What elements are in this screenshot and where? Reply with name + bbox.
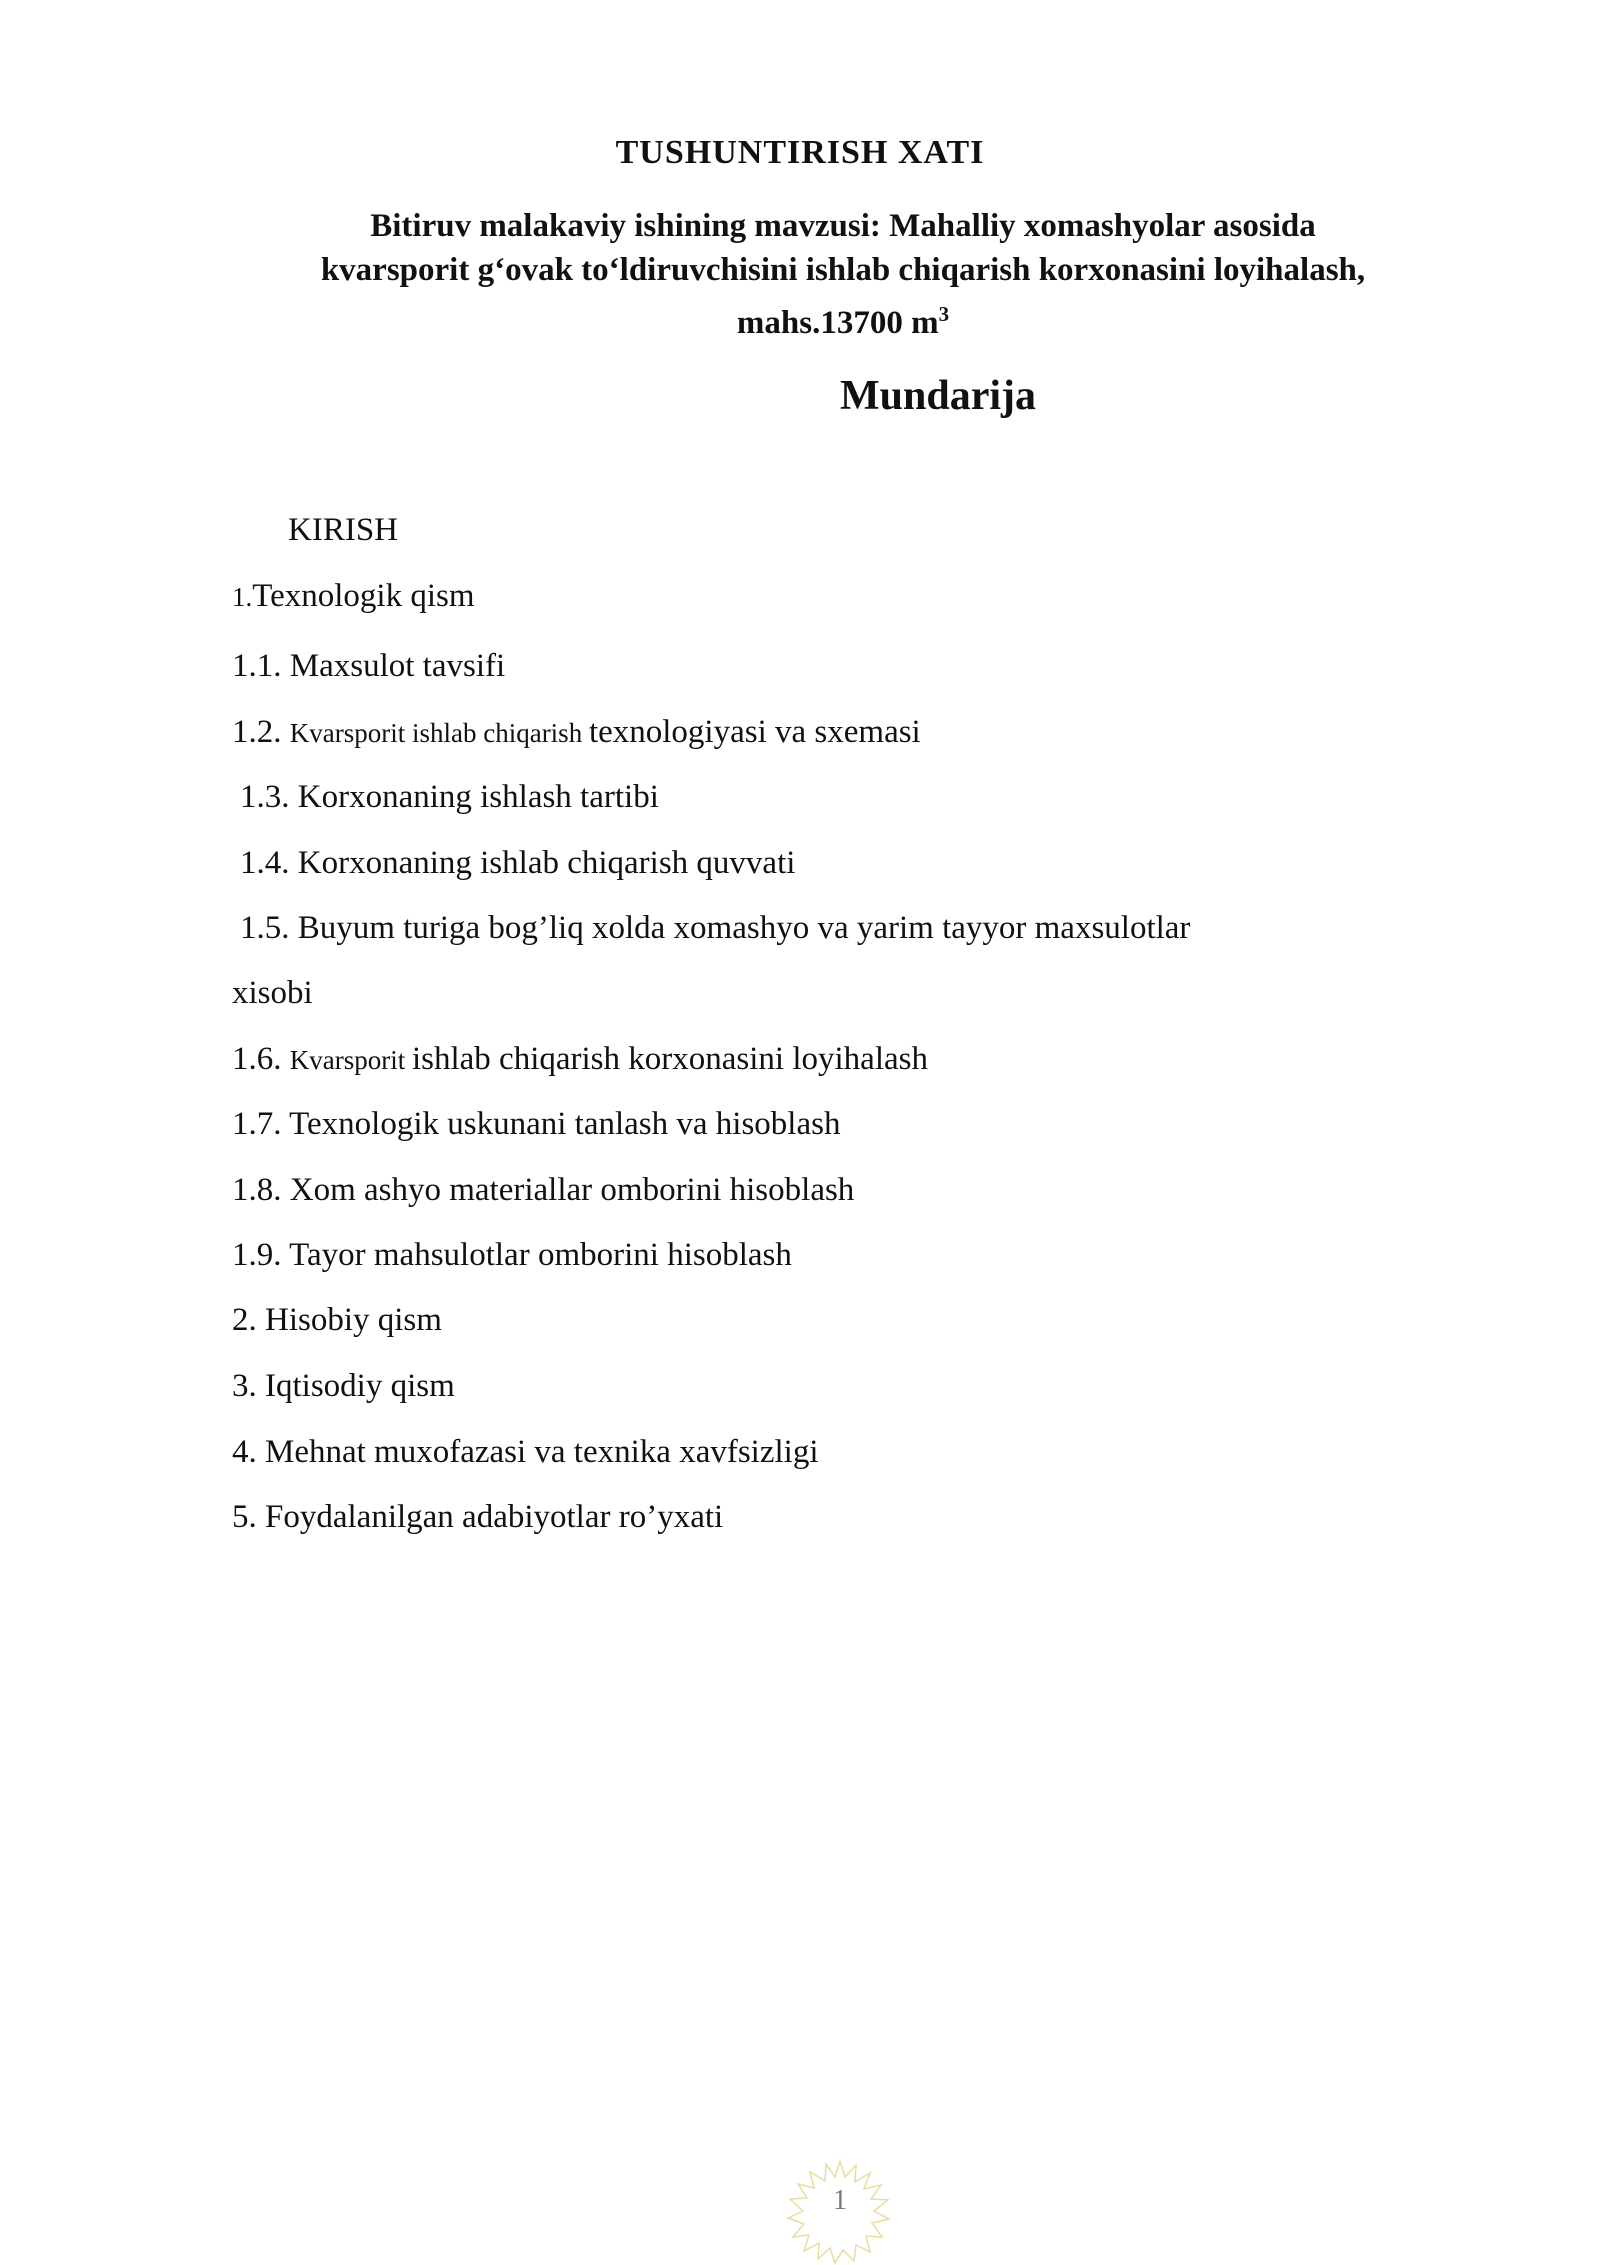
toc-item-1-9: 1.9. Tayor mahsulotlar omborini hisoblash — [232, 1237, 792, 1273]
toc-item-4: 4. Mehnat muxofazasi va texnika xavfsizligi — [232, 1434, 819, 1470]
toc-item-1-2-small: Kvarsporit ishlab chiqarish — [289, 718, 589, 748]
toc-heading: Mundarija — [840, 373, 1037, 419]
toc-item-1-8: 1.8. Xom ashyo materiallar omborini hisoblash — [232, 1172, 855, 1208]
subject-line-2: kvarsporit g‘ovak to‘ldiruvchisini ishlab chiqarish korxonasini loyihalash, — [320, 252, 1366, 288]
subject-line-3 — [200, 292, 1486, 345]
toc-item-1-4: 1.4. Korxonaning ishlab chiqarish quvvati — [240, 845, 796, 881]
document-title: TUSHUNTIRISH XATI — [615, 134, 985, 171]
page-number: 1 — [833, 2185, 847, 2216]
toc-item-1-6 — [232, 1041, 928, 1078]
toc-item-1-7: 1.7. Texnologik uskunani tanlash va hisoblash — [232, 1106, 841, 1142]
toc-item-1-6-rest: ishlab chiqarish korxonasini loyihalash — [411, 1041, 928, 1077]
toc-item-1-2 — [232, 714, 921, 751]
toc-item-1-text: Texnologik qism — [252, 578, 475, 614]
toc-item-1-6-number: 1.6. — [232, 1041, 290, 1077]
toc-item-1-2-rest: texnologiyasi va sxemasi — [588, 714, 921, 750]
toc-item-1-3: 1.3. Korxonaning ishlash tartibi — [240, 779, 659, 815]
toc-item-1 — [232, 578, 475, 615]
toc-item-1-6-small: Kvarsporit — [289, 1045, 412, 1075]
toc-item-1-1: 1.1. Maxsulot tavsifi — [232, 648, 506, 684]
toc-item-3: 3. Iqtisodiy qism — [232, 1368, 455, 1404]
toc-item-intro: KIRISH — [288, 512, 399, 548]
toc-item-1-5: 1.5. Buyum turiga bog’liq xolda xomashyo va yarim tayyor maxsulotlar — [240, 910, 1191, 946]
thesis-subject — [200, 204, 1486, 345]
toc-item-2: 2. Hisobiy qism — [232, 1302, 442, 1338]
subject-line-1: Bitiruv malakaviy ishining mavzusi: Mahalliy xomashyolar asosida — [370, 208, 1316, 244]
toc-item-5: 5. Foydalanilgan adabiyotlar ro’yxati — [232, 1499, 724, 1535]
toc-item-1-5-continued: xisobi — [232, 975, 313, 1011]
unit-exponent: 3 — [938, 302, 950, 326]
page-number-badge — [780, 2155, 900, 2265]
toc-item-1-number: 1. — [232, 582, 253, 612]
production-capacity: mahs.13700 m — [736, 305, 939, 341]
toc-item-1-2-number: 1.2. — [232, 714, 290, 750]
